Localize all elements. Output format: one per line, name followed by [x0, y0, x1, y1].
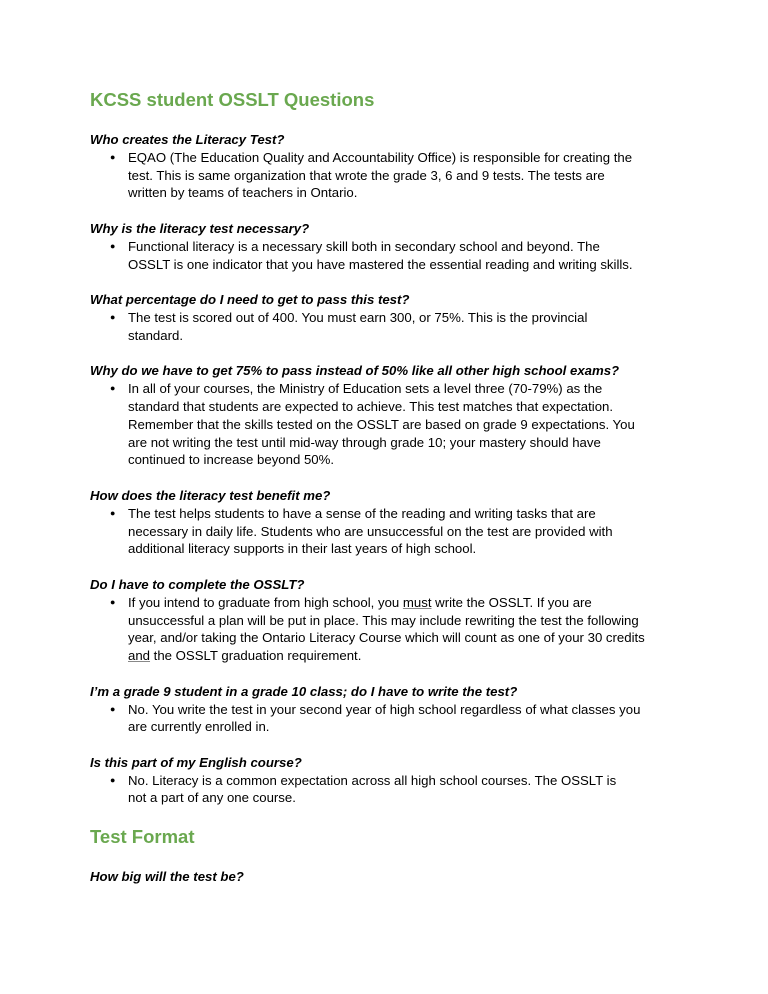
answer-text: write the OSSLT. If you are — [431, 594, 592, 610]
faq-answer — [90, 380, 690, 469]
bullet-icon: ● — [110, 703, 116, 714]
answer-line — [128, 238, 690, 256]
answer-text: The test helps students to have a sense of the reading and writing tasks that are — [128, 505, 596, 521]
faq-item — [90, 576, 690, 665]
answer-text: the OSSLT graduation requirement. — [150, 648, 362, 664]
faq-question: Is this part of my English course? — [90, 754, 302, 770]
answer-text: In all of your courses, the Ministry of Education sets a level three (70-79%) as the — [128, 381, 603, 397]
answer-line — [128, 256, 690, 274]
faq-item — [90, 487, 690, 558]
answer-line — [128, 540, 690, 558]
faq-item — [90, 362, 690, 469]
answer-text: Remember that the skills tested on the OSSLT are based on grade 9 expectations. You — [128, 416, 635, 432]
bullet-icon: ● — [110, 507, 116, 518]
faq-question: Why is the literacy test necessary? — [90, 220, 310, 236]
answer-line — [128, 380, 690, 398]
answer-line — [128, 416, 690, 434]
faq-answer — [90, 594, 690, 665]
answer-line — [128, 718, 690, 736]
answer-text: are currently enrolled in. — [128, 719, 270, 735]
underlined-text: and — [128, 648, 151, 664]
bullet-icon: ● — [110, 311, 116, 322]
faq-question: How big will the test be? — [90, 869, 244, 885]
faq-item — [90, 291, 690, 344]
faq-question: Who creates the Literacy Test? — [90, 132, 285, 147]
answer-line — [128, 434, 690, 452]
faq-question: I’m a grade 9 student in a grade 10 class; do I have to write the test? — [90, 683, 518, 699]
answer-text: EQAO (The Education Quality and Accountability Office) is responsible for creating the — [128, 149, 633, 165]
section-heading-questions: KCSS student OSSLT Questions — [90, 89, 375, 110]
faq-item — [90, 683, 690, 736]
faq-answer — [90, 309, 690, 345]
answer-line — [128, 523, 690, 541]
answer-text: are not writing the test until mid-way through grade 10; your mastery should have — [128, 434, 601, 450]
bullet-icon: ● — [110, 596, 116, 607]
answer-line — [128, 327, 690, 345]
bullet-icon: ● — [110, 151, 116, 162]
answer-line — [128, 789, 690, 807]
faq-item — [90, 131, 690, 202]
answer-line — [128, 612, 690, 630]
faq-answer — [90, 701, 690, 737]
faq-item — [90, 220, 690, 273]
answer-line — [128, 772, 690, 790]
answer-text: unsuccessful a plan will be put in place. This may include rewriting the test the following — [128, 612, 639, 628]
answer-line — [128, 167, 690, 185]
section-heading-test-format: Test Format — [90, 826, 195, 848]
answer-line — [128, 149, 690, 167]
faq-question: How does the literacy test benefit me? — [90, 487, 331, 503]
answer-text: No. Literacy is a common expectation across all high school courses. The OSSLT is — [128, 772, 617, 788]
bullet-icon: ● — [110, 774, 116, 785]
answer-line — [128, 398, 690, 416]
faq-answer — [90, 149, 690, 202]
answer-text: Functional literacy is a necessary skill both in secondary school and beyond. The — [128, 238, 600, 254]
answer-text: standard. — [128, 327, 183, 343]
answer-text: year, and/or taking the Ontario Literacy Course which will count as one of your 30 credits — [128, 630, 645, 646]
answer-line — [128, 184, 690, 202]
answer-line — [128, 701, 690, 719]
answer-text: additional literacy supports in their last years of high school. — [128, 541, 477, 557]
faq-answer — [90, 238, 690, 274]
answer-text: OSSLT is one indicator that you have mastered the essential reading and writing skills. — [128, 256, 633, 272]
underlined-text: must — [402, 594, 432, 610]
faq-answer — [90, 505, 690, 558]
answer-text: No. You write the test in your second year of high school regardless of what classes you — [128, 701, 641, 717]
answer-text: If you intend to graduate from high school, you — [128, 594, 403, 610]
answer-line — [128, 309, 690, 327]
answer-text: necessary in daily life. Students who are unsuccessful on the test are provided with — [128, 523, 613, 539]
bullet-icon: ● — [110, 240, 116, 251]
faq-question: Why do we have to get 75% to pass instead of 50% like all other high school exams? — [90, 363, 620, 379]
faq-list — [90, 131, 690, 807]
faq-question: What percentage do I need to get to pass this test? — [90, 292, 410, 308]
answer-line — [128, 629, 690, 647]
answer-line — [128, 647, 690, 665]
document-page — [90, 88, 690, 886]
faq-item — [90, 754, 690, 807]
answer-text: The test is scored out of 400. You must earn 300, or 75%. This is the provincial — [128, 309, 588, 325]
answer-line — [128, 594, 690, 612]
answer-line — [128, 451, 690, 469]
bullet-icon: ● — [110, 383, 116, 394]
answer-text: not a part of any one course. — [128, 790, 296, 806]
answer-text: written by teams of teachers in Ontario. — [128, 185, 358, 201]
faq-answer — [90, 772, 690, 808]
answer-text: continued to increase beyond 50%. — [128, 452, 335, 468]
faq-question: Do I have to complete the OSSLT? — [90, 576, 305, 592]
answer-text: standard that students are expected to achieve. This test matches that expectation. — [128, 398, 614, 414]
answer-text: test. This is same organization that wrote the grade 3, 6 and 9 tests. The tests are — [128, 167, 605, 183]
answer-line — [128, 505, 690, 523]
